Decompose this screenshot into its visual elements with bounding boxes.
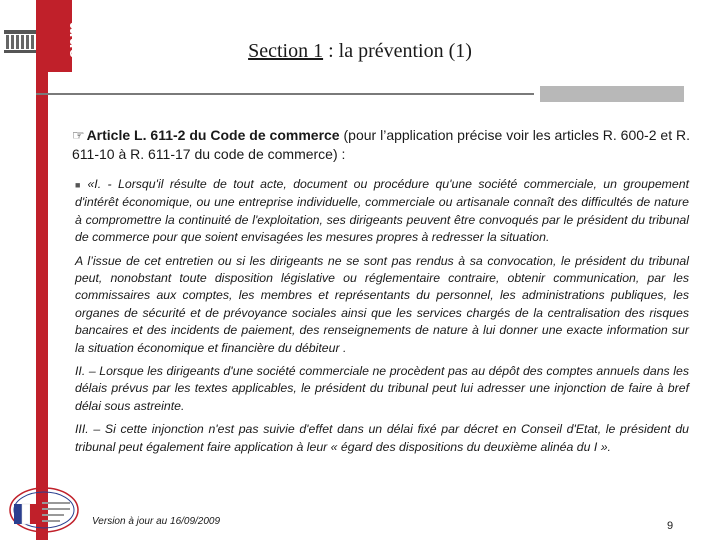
decorative-gray-block [540,86,684,102]
article-reference: Article L. 611-2 du Code de commerce [86,127,340,143]
article-text [75,176,689,462]
page-number: 9 [667,520,674,532]
title-section-label: Section 1 [248,40,324,62]
page-title [0,40,720,63]
paragraph [75,176,689,247]
paragraph: II. – Lorsque les dirigeants d'une société commerciale ne procèdent pas au dépôt des comptes annuels dans les délais prévus par les textes applicables, le président du tribunal peut lui adresser une injonction de faire à bref délai sous astreinte. [75,364,689,413]
title-rest: : la prévention (1) [323,40,472,62]
svg-text:enm: enm [64,21,84,59]
paragraph: III. – Si cette injonction n'est pas suivie d'effet dans un délai fixé par décret en Conseil d'Etat, le président du tribunal peut également faire application à leur « égard des dispositions du deuxième alinéa du I ». [75,422,689,454]
paragraph-text: «I. - Lorsqu'il résulte de tout acte, document ou procédure qu'une société commerciale, un groupement d'intérêt économique, ou une entreprise individuelle, commerciale ou artisanale connaît des difficultés de nature à compromettre la continuité de l'exploitation, ses dirigeants peuvent être convoqués par le président du tribunal de commerce pour que soient envisagées les mesures propres à redresser la situation. [75,177,690,245]
paragraph: A l’issue de cet entretien ou si les dirigeants ne se sont pas rendus à sa convocation, le président du tribunal peut, nonobstant toute disposition législative ou réglementaire contraire, obtenir communication, par les commissaires aux comptes, les membres et représentants du personnel, les administrations publiques, les organes de sécurité et de prévoyance sociales ainsi que les services chargés de la centralisation des risques bancaires et des incidents de paiement, des renseignements de nature à lui donner une exacte information sur la situation économique et financière du débiteur . [75,253,689,355]
version-note: Version à jour au 16/09/2009 [92,516,221,527]
title-rule [36,93,534,95]
republique-francaise-logo [0,470,92,540]
pointing-hand-icon: ☞ [72,127,85,143]
red-side-bar [36,0,48,540]
article-intro [72,126,690,164]
square-bullet-icon: ■ [75,180,84,190]
article-note: (pour l’application précise voir les articles R. 600-2 et R. 611-10 à R. 611-17 du code de commerce) : [72,127,690,162]
